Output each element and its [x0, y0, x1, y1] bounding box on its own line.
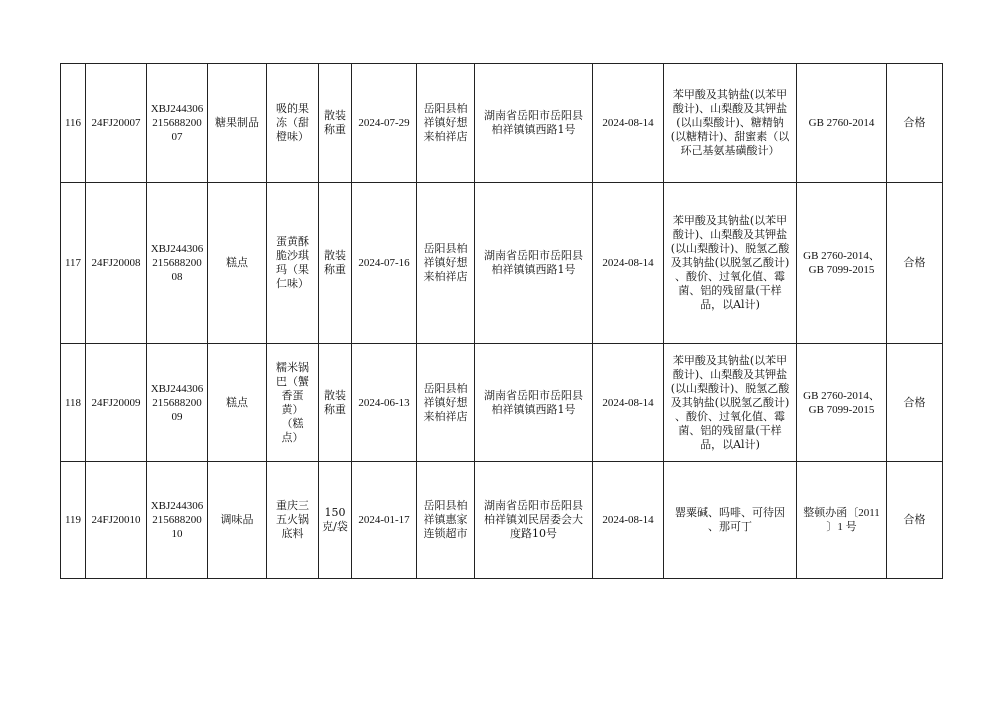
unit-address: 湖南省岳阳市岳阳县 柏祥镇镇西路1号: [475, 344, 593, 462]
food-category: 糖果制品: [208, 64, 267, 183]
inspection-results-table: [60, 63, 943, 579]
result: 合格: [887, 183, 943, 344]
production-date: 2024-07-29: [352, 64, 417, 183]
task-code: 24FJ20009: [86, 344, 147, 462]
standard: GB 2760-2014、 GB 7099-2015: [797, 183, 887, 344]
task-code: 24FJ20010: [86, 462, 147, 579]
unit-address: 湖南省岳阳市岳阳县 柏祥镇镇西路1号: [475, 64, 593, 183]
sampled-unit: 岳阳县柏 祥镇好想 来柏祥店: [417, 183, 475, 344]
task-code: 24FJ20007: [86, 64, 147, 183]
specification: 150 克/袋: [319, 462, 352, 579]
inspection-items: 罂粟碱、吗啡、可待因 、那可丁: [664, 462, 797, 579]
production-date: 2024-01-17: [352, 462, 417, 579]
production-date: 2024-07-16: [352, 183, 417, 344]
sample-number: XBJ244306 215688200 07: [147, 64, 208, 183]
table-row: [61, 64, 943, 183]
sample-number: XBJ244306 215688200 08: [147, 183, 208, 344]
sampled-unit: 岳阳县柏 祥镇好想 来柏祥店: [417, 64, 475, 183]
standard: GB 2760-2014: [797, 64, 887, 183]
table-row: [61, 183, 943, 344]
row-number: 118: [61, 344, 86, 462]
result: 合格: [887, 344, 943, 462]
inspection-items: 苯甲酸及其钠盐(以苯甲 酸计)、山梨酸及其钾盐 (以山梨酸计)、脱氢乙酸 及其钠盐(以脱氢乙酸计) 、酸价、过氧化值、霉 菌、铝的残留量(干样 品，以Al计): [664, 344, 797, 462]
production-date: 2024-06-13: [352, 344, 417, 462]
task-code: 24FJ20008: [86, 183, 147, 344]
sample-name: 重庆三 五火锅 底料: [267, 462, 319, 579]
row-number: 116: [61, 64, 86, 183]
food-category: 糕点: [208, 344, 267, 462]
sample-name: 糯米锅 巴（蟹 香蛋 黄） （糕 点）: [267, 344, 319, 462]
row-number: 119: [61, 462, 86, 579]
sampled-unit: 岳阳县柏 祥镇好想 来柏祥店: [417, 344, 475, 462]
inspection-date: 2024-08-14: [593, 344, 664, 462]
result: 合格: [887, 64, 943, 183]
sample-name: 吸的果 冻（甜 橙味）: [267, 64, 319, 183]
inspection-date: 2024-08-14: [593, 462, 664, 579]
inspection-items: 苯甲酸及其钠盐(以苯甲 酸计)、山梨酸及其钾盐 (以山梨酸计)、糖精钠 (以糖精计)、甜蜜素（以 环己基氨基磺酸计）: [664, 64, 797, 183]
food-category: 调味品: [208, 462, 267, 579]
table-body: [61, 64, 943, 579]
standard: GB 2760-2014、 GB 7099-2015: [797, 344, 887, 462]
unit-address: 湖南省岳阳市岳阳县 柏祥镇刘民居委会大 度路10号: [475, 462, 593, 579]
sample-number: XBJ244306 215688200 10: [147, 462, 208, 579]
table-row: [61, 344, 943, 462]
sample-number: XBJ244306 215688200 09: [147, 344, 208, 462]
unit-address: 湖南省岳阳市岳阳县 柏祥镇镇西路1号: [475, 183, 593, 344]
standard: 整顿办函〔2011 〕1 号: [797, 462, 887, 579]
specification: 散装 称重: [319, 344, 352, 462]
specification: 散装 称重: [319, 64, 352, 183]
specification: 散装 称重: [319, 183, 352, 344]
food-category: 糕点: [208, 183, 267, 344]
row-number: 117: [61, 183, 86, 344]
sampled-unit: 岳阳县柏 祥镇惠家 连锁超市: [417, 462, 475, 579]
inspection-date: 2024-08-14: [593, 183, 664, 344]
result: 合格: [887, 462, 943, 579]
inspection-date: 2024-08-14: [593, 64, 664, 183]
inspection-items: 苯甲酸及其钠盐(以苯甲 酸计)、山梨酸及其钾盐 (以山梨酸计)、脱氢乙酸 及其钠盐(以脱氢乙酸计) 、酸价、过氧化值、霉 菌、铝的残留量(干样 品，以Al计): [664, 183, 797, 344]
table-row: [61, 462, 943, 579]
sample-name: 蛋黄酥 脆沙琪 玛（果 仁味）: [267, 183, 319, 344]
